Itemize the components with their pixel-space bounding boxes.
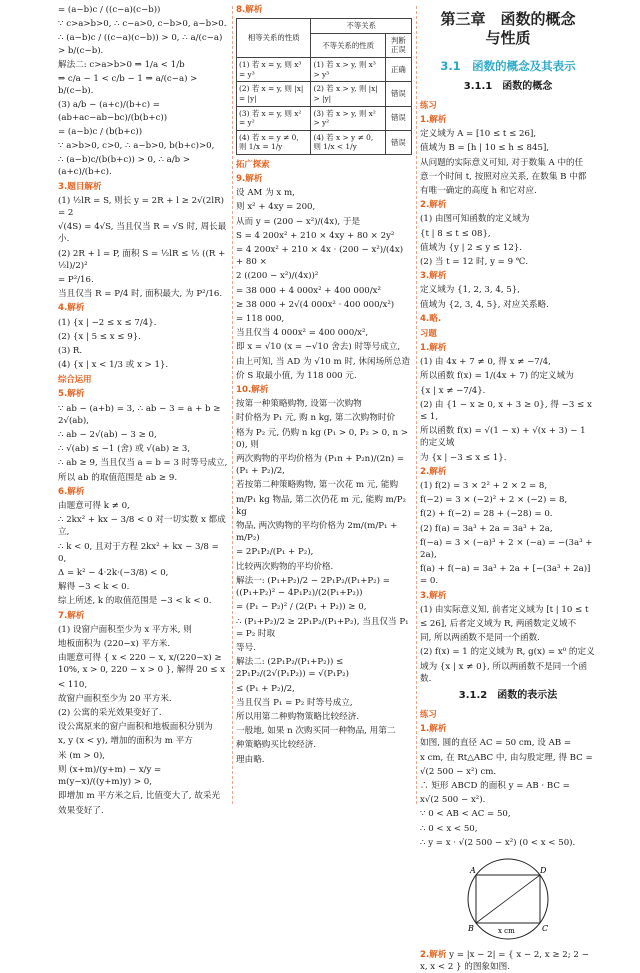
text-line: (1) ½lR = S, 则长 y = 2R + l ≥ 2√(2lR) = 2 [58, 195, 227, 219]
table-cell-eq: (1) 若 x = y, 则 x³ = y³ [237, 58, 311, 82]
text-line: 所以用第二种购物策略比较经济. [236, 711, 360, 722]
text-line: 如图, 圆的直径 AC = 50 cm, 设 AB = [420, 738, 572, 749]
text-line: 设 AM 为 x m, [236, 188, 295, 199]
text-line: √(4S) = 4√S, 当且仅当 R = √S 时, 周长最小. [58, 222, 227, 245]
table-row [237, 130, 412, 154]
e3-lines [420, 604, 596, 685]
text-line: 当且仅当 P₁ = P₂ 时等号成立, [236, 697, 353, 708]
table-cell-judge: 错误 [385, 82, 411, 106]
text-line: m/P₁ kg 物品, 第二次仍花 m 元, 能购 m/P₂ kg [236, 494, 409, 517]
text-line: 2 ((200 − x²)/(4x))² [236, 271, 319, 282]
text-line: (1) 设窗户面积至少为 x 平方米, 则 [58, 624, 192, 635]
q7-lines [58, 624, 228, 817]
table-head-eq: 相等关系的性质 [237, 19, 311, 58]
section-comprehensive: 综合运用 [58, 374, 92, 385]
text-line: 则 (x+m)/(y+m) − x/y = m(y−x)/((y+m)y) > 0, [58, 764, 164, 788]
text-line: ∴ 2kx² + kx − 3/8 < 0 对一切实数 x 都成立, [58, 515, 226, 538]
q4-label: 4.解析 [58, 303, 85, 314]
text-line: 价 S 取最小值, 为 118 000 元. [236, 370, 357, 381]
text-line: 所以函数 f(x) = 1/(4x + 7) 的定义域为 [420, 371, 574, 382]
text-line: 定义域为 A = [10 ≤ t ≤ 26], [420, 129, 537, 140]
text-line: f(−2) = 3 × (−2)² + 2 × (−2) = 8, [420, 495, 568, 506]
text-line: 米 (m > 0), [58, 750, 106, 761]
column-divider [416, 6, 417, 804]
text-line: 两次购物的平均价格为 (P₁n + P₂n)/(2n) = (P₁ + P₂)/2, [236, 454, 407, 477]
table-cell-ineq: (1) 若 x > y, 则 x³ > y³ [311, 58, 385, 82]
text-line: ∴ (P₁+P₂)/2 ≥ 2P₁P₂/(P₁+P₂), 当且仅当 P₁ = P₂ 时取 [236, 616, 412, 639]
e2-lines [420, 480, 596, 588]
text-line: 则 x² + 4xy = 200, [236, 202, 316, 213]
diagram-label-x: x cm [498, 926, 515, 935]
text-line: (1) 由实际意义知, 前者定义域为 [t | 10 ≤ t [420, 604, 589, 615]
text-line: = 38 000 + 4 000x² + 400 000/x² [236, 285, 381, 296]
q10-label: 10.解析 [236, 385, 269, 396]
b1-label: 1.解析 [420, 724, 447, 735]
table-cell-ineq: (4) 若 x > y ≠ 0, 则 1/x < 1/y [311, 130, 385, 154]
text-line: 值域为 B = [h | 10 ≤ h ≤ 845], [420, 143, 550, 154]
text-line: = (P₁ − P₂)² / (2(P₁ + P₂)) ≥ 0, [236, 602, 367, 613]
text-line: 同, 所以两函数不是同一个函数. [420, 633, 540, 644]
text-line: 解法二: (2P₁P₂/(P₁+P₂)) ≤ 2P₁P₂/(2√(P₁P₂)) = √(P₁P₂) [236, 657, 349, 680]
text-line: < 110, [58, 679, 88, 690]
text-line: (2) 当 t = 12 时, y = 9 ℃. [420, 256, 529, 267]
text-line: 等号. [236, 642, 256, 653]
q6-lines [58, 500, 228, 608]
text-line: {x | x ≠ −7/4}. [420, 385, 486, 396]
table-cell-eq: (2) 若 x = y, 则 |x| = |y| [237, 82, 311, 106]
section-title: 3.1 函数的概念及其表示 [440, 58, 576, 73]
table-row [237, 106, 412, 130]
text-line: = (a−b)c / (b(b+c)) [58, 126, 143, 137]
chapter-title-line1: 第三章 函数的概念 [440, 10, 576, 28]
middle-column [236, 4, 412, 806]
table-head-group: 不等关系 [311, 19, 412, 34]
text-line: f(2) + f(−2) = 28 + (−28) = 0. [420, 509, 553, 520]
a4-label: 4.略. [420, 313, 442, 324]
table-head-ineq: 不等关系的性质 [311, 33, 385, 57]
text-line: x√(2 500 − x²). [420, 795, 486, 806]
q7-label: 7.解析 [58, 610, 85, 621]
text-line: (2) 由 {1 − x ≥ 0, x + 3 ≥ 0}, 得 −3 ≤ x ≤ 1, [420, 399, 595, 422]
text-line: x cm, 在 Rt△ABC 中, 由勾股定理, 得 BC = [420, 752, 593, 763]
text-line: 当且仅当 4 000x² = 400 000/x², [236, 328, 369, 339]
table-cell-judge: 正确 [385, 58, 411, 82]
text-line: = 4 200x² + 210 × 4x · (200 − x²)/(4x) + 80 × [236, 245, 406, 268]
text-line: 从而 y = (200 − x²)/(4x), 于是 [236, 216, 361, 227]
text-line: 比较两次购物的平均价格. [236, 561, 334, 572]
diagram-diagonal [476, 875, 540, 923]
text-line: = P²/16. [58, 275, 94, 286]
text-line: ∴ y = x · √(2 500 − x²) (0 < x < 50). [420, 837, 576, 848]
text-line: = 2P₁P₂/(P₁ + P₂), [236, 547, 314, 558]
text-line: 解得 −3 < k < 0. [58, 582, 130, 593]
table-row [237, 58, 412, 82]
a3-label: 3.解析 [420, 271, 447, 282]
text-line: ∴ (a−b)c / ((c−a)(c−b)) > 0, ∴ a/(c−a) > b/(c−b). [58, 33, 226, 56]
subsection-title-2: 3.1.2 函数的表示法 [458, 689, 558, 701]
table-head-judge: 判断正误 [385, 33, 411, 57]
text-line: 值域为 {y | 2 ≤ y ≤ 12}. [420, 242, 522, 253]
b1-lines [420, 737, 596, 849]
a2-lines [420, 213, 596, 268]
relation-table [236, 18, 412, 155]
text-line: f(a) + f(−a) = 3a³ + 2a + [−(3a³ + 2a)] = 0. [420, 564, 594, 587]
q10-lines [236, 398, 412, 751]
text-line: 当且仅当 R = P/4 时, 面积最大, 为 P²/16. [58, 289, 223, 300]
text-line: (3) a/b − (a+c)/(b+c) = (ab+ac−ab−bc)/(b(b+c)) [58, 100, 168, 123]
text-line: 意一个时间 t, 按照对应关系, 在数集 B 中都 [420, 171, 587, 182]
table-cell-eq: (4) 若 x = y ≠ 0, 则 1/x = 1/y [237, 130, 311, 154]
text-line: 解法一: (P₁+P₂)/2 − 2P₁P₂/(P₁+P₂) = ((P₁+P₂)² − 4P₁P₂)/(2(P₁+P₂)) [236, 575, 393, 599]
text-line: f(−a) = 3 × (−a)³ + 2 × (−a) = −(3a³ + 2a), [420, 537, 596, 560]
text-line: (2) 公寓的采光效果变好了. [58, 708, 162, 719]
text-line: (2) 2R + l = P, 面积 S = ½lR ≤ ½ ((R + ½l)/2)² [58, 248, 229, 271]
q5-label: 5.解析 [58, 389, 85, 400]
text-line: = (a−b)c / ((c−a)(c−b)) [58, 5, 161, 15]
relation-table-body [237, 58, 412, 155]
circle-rectangle-diagram [462, 853, 554, 945]
table-cell-judge: 错误 [385, 106, 411, 130]
text-line: = 118 000, [236, 314, 285, 325]
text-line: 所以函数 f(x) = √(1 − x) + √(x + 3) − 1 的定义域 [420, 426, 589, 449]
text-line: ∴ 0 < x < 50, [420, 823, 478, 834]
a1-label: 1.解析 [420, 114, 447, 125]
text-line: 由题意可得 k ≠ 0, [58, 501, 130, 512]
table-row [237, 82, 412, 106]
text-line: (1) f(2) = 3 × 2² + 2 × 2 = 8, [420, 480, 548, 491]
text-line: ∵ a>b>0, c>0, ∴ a−b>0, b(b+c)>0, [58, 141, 215, 152]
diagram-label-d: D [540, 865, 547, 875]
text-line: 故窗户面积至少为 20 平方米. [58, 693, 172, 704]
q3-label: 3.题目解析 [58, 181, 102, 192]
q6-label: 6.解析 [58, 486, 85, 497]
text-line: (4) {x | x < 1/3 或 x > 1}. [58, 360, 169, 371]
text-line: ≤ (P₁ + P₂)/2, [236, 683, 295, 694]
table-cell-ineq: (3) 若 x > y, 则 x² > y² [311, 106, 385, 130]
b2-text: y = |x − 2| = { x − 2, x ≥ 2; 2 − x, x < 2 } 的图象如图. [420, 949, 592, 973]
section-extend: 拓广探索 [236, 159, 270, 170]
text-line: 物品, 两次购物的平均价格为 2m/(m/P₁ + m/P₂) [236, 521, 401, 544]
e1-label: 1.解析 [420, 342, 447, 353]
practice-heading-1: 练习 [420, 100, 437, 111]
text-line: (1) 由图可知函数的定义域为 [420, 214, 530, 225]
subsection-title-1: 3.1.1 函数的概念 [463, 80, 553, 92]
text-line: 由上可知, 当 AD 为 √10 m 时, 休闲场所总造 [236, 356, 410, 367]
text-line: 即 x = √10 (x = −√10 舍去) 时等号成立, [236, 342, 401, 353]
q9-label: 9.解析 [236, 174, 263, 184]
table-cell-eq: (3) 若 x = y, 则 x² = y² [237, 106, 311, 130]
a3-lines [420, 284, 596, 310]
text-line: √(2 500 − x²) cm. [420, 766, 497, 777]
text-line: 种策略购买比较经济. [236, 740, 317, 751]
q3-lines [58, 195, 228, 301]
text-line: 效果变好了. [58, 805, 104, 816]
q2-continued [58, 4, 228, 179]
text-line: 为 {x | −3 ≤ x ≤ 1}. [420, 452, 507, 463]
exercise-heading-1: 习题 [420, 327, 437, 338]
q5-lines [58, 403, 228, 484]
text-line: 格为 P₂ 元, 仍购 n kg (P₁ > 0, P₂ > 0, n > 0), 则 [236, 427, 411, 450]
table-cell-ineq: (2) 若 x > y, 则 |x| > |y| [311, 82, 385, 106]
text-line: x, y (x < y), 增加的面积为 m 平方 [58, 736, 193, 747]
text-line: ∴ (a−b)c/(b(b+c)) > 0, ∴ a/b > (a+c)/(b+c). [58, 155, 193, 178]
text-line: 即增加 m 平方米之后, 比值变大了, 故采光 [58, 791, 221, 802]
text-line: 综上所述, k 的取值范围是 −3 < k < 0. [58, 596, 212, 607]
text-line: 若按第二种策略购物, 第一次花 m 元, 能购 [236, 480, 399, 491]
text-line: S = 4 200x² + 210 × 4xy + 80 × 2y² [236, 230, 395, 241]
a2-label: 2.解析 [420, 200, 447, 211]
text-line: {t | 8 ≤ t ≤ 08}, [420, 228, 491, 239]
text-line: 地板面积为 (220−x) 平方米. [58, 639, 171, 650]
left-column [58, 4, 229, 816]
text-line: ≥ 38 000 + 2√(4 000x² · 400 000/x²) [236, 299, 395, 310]
text-line: 定义域为 {1, 2, 3, 4, 5}, [420, 285, 520, 296]
text-line: (2) f(a) = 3a³ + 2a = 3a³ + 2a, [420, 523, 553, 534]
text-line: 所以 ab 的取值范围是 ab ≥ 9. [58, 472, 178, 483]
text-line: 域为 {x | x ≠ 0}, 所以两函数不是同一个函数. [420, 661, 588, 684]
text-line: 由题意可得 { x < 220 − x, x/(220−x) ≥ 10%, x > 0, 220 − x > 0 }, 解得 20 ≤ x [58, 653, 226, 676]
q9-lines [236, 187, 412, 382]
text-line: ∵ 0 < AB < AC = 50, [420, 809, 511, 820]
text-line: (1) {x | −2 ≤ x ≤ 7/4}. [58, 317, 157, 328]
text-line: ∴ √(ab) ≤ −1 (舍) 或 √(ab) ≥ 3, [58, 444, 191, 455]
q3-block [58, 181, 228, 193]
q4-lines [58, 317, 228, 372]
text-line: 设公寓原来的窗户面积和地板面积分别为 [58, 722, 213, 733]
text-line: 值域为 {2, 3, 4, 5}, 对应关系略. [420, 299, 549, 310]
right-column [420, 4, 596, 973]
text-line: ∴ ab ≥ 9, 当且仅当 a = b = 3 时等号成立, [58, 458, 228, 469]
practice-heading-2: 练习 [420, 709, 437, 720]
text-line: 解法二: c>a>b>0 ⇒ 1/a < 1/b [58, 59, 185, 70]
reasoning-note: 理由略. [236, 754, 265, 765]
text-line: 有唯一确定的高度 h 和它对应. [420, 185, 537, 196]
chapter-title [420, 10, 596, 48]
q8-label: 8.解析 [236, 5, 263, 15]
text-line: (3) R. [58, 346, 83, 357]
text-line: Δ = k² − 4·2k·(−3/8) < 0, [58, 568, 169, 579]
diagram-label-b: B [468, 923, 474, 933]
e3-label: 3.解析 [420, 590, 447, 601]
text-line: (2) f(x) = 1 的定义域为 R, g(x) = x⁰ 的定义 [420, 647, 595, 658]
text-line: (1) 由 4x + 7 ≠ 0, 得 x ≠ −7/4, [420, 357, 551, 368]
text-line: ≤ 26], 后者定义域为 R, 两函数定义域不 [420, 618, 577, 629]
text-line: 从问题的实际意义可知, 对于数集 A 中的任 [420, 157, 584, 168]
table-cell-judge: 错误 [385, 130, 411, 154]
text-line: ∴ 矩形 ABCD 的面积 y = AB · BC = [420, 780, 570, 791]
text-line: ∵ ab − (a+b) = 3, ∴ ab − 3 = a + b ≥ 2√(ab), [58, 403, 224, 426]
e2-label: 2.解析 [420, 466, 447, 477]
diagram-label-a: A [470, 865, 476, 875]
diagram-label-c: C [542, 923, 549, 933]
text-line: ∴ ab − 2√(ab) − 3 ≥ 0, [58, 430, 157, 441]
e1-lines [420, 356, 596, 464]
chapter-title-line2: 与性质 [485, 28, 531, 47]
text-line: ⇒ c/a − 1 < c/b − 1 ⇒ a/(c−a) > b/(c−b). [58, 74, 201, 97]
a1-lines [420, 128, 596, 197]
text-line: ∵ c>a>b>0, ∴ c−a>0, c−b>0, a−b>0. [58, 19, 227, 30]
text-line: 按第一种策略购物, 设第一次购物 [236, 399, 362, 410]
column-divider [232, 6, 233, 804]
text-line: 时价格为 P₁ 元, 购 n kg, 第二次购物时价 [236, 413, 396, 424]
text-line: (2) {x | 5 ≤ x ≤ 9}. [58, 331, 141, 342]
b2-label: 2.解析 [420, 949, 447, 960]
text-line: 一般地, 如果 n 次购买同一种物品, 用第二 [236, 726, 396, 737]
text-line: ∴ k < 0, 且对于方程 2kx² + kx − 3/8 = 0, [58, 541, 222, 564]
